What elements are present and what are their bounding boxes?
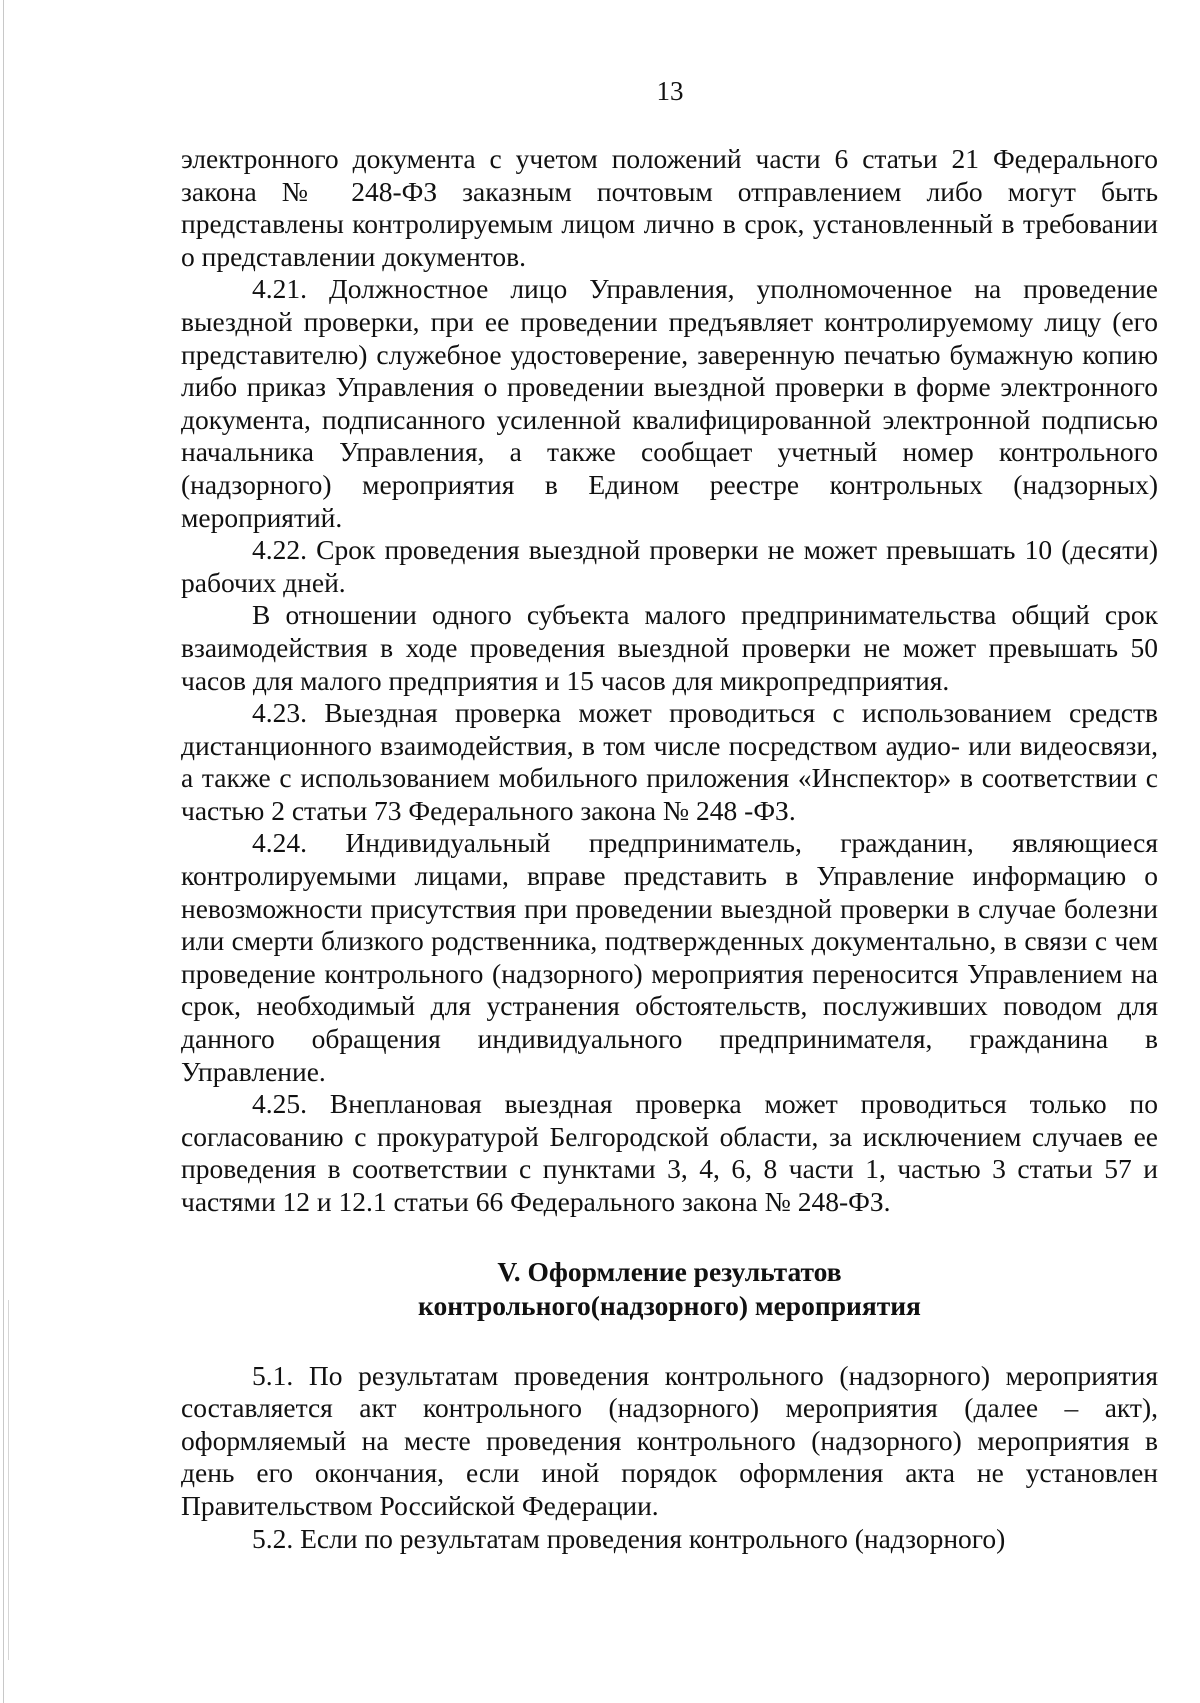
scan-edge-line: [3, 0, 4, 1703]
section-heading: [181, 1255, 1158, 1323]
paragraph-4-21: 4.21. Должностное лицо Управления, уполномоченное на проведение выездной проверки, при ее проведении предъявляет контролируемому лицу (его представителю) служебное удостоверение, заверенную печатью бумажную копию либо приказ Управления о проведении выездной проверки в форме электронного документа, подписанного усиленной квалифицированной электронной подписью начальника Управления, а также сообщает учетный номер контрольного (надзорного) мероприятия в Едином реестре контрольных (надзорных) мероприятий.: [181, 273, 1158, 533]
section-heading-line-1: V. Оформление результатов: [497, 1255, 842, 1287]
paragraph-4-24: 4.24. Индивидуальный предприниматель, гражданин, являющиеся контролируемыми лицами, вправе представить в Управление информацию о невозможности присутствия при проведении выездной проверки в случае болезни или смерти близкого родственника, подтвержденных документально, в связи с чем проведение контрольного (надзорного) мероприятия переносится Управлением на срок, необходимый для устранения обстоятельств, послуживших поводом для данного обращения индивидуального предпринимателя, гражданина в Управление.: [181, 827, 1158, 1087]
section-heading-line-2: контрольного(надзорного) мероприятия: [418, 1289, 921, 1321]
scan-edge-line-secondary: [8, 1300, 9, 1660]
paragraph-5-2: 5.2. Если по результатам проведения контрольного (надзорного): [252, 1522, 1006, 1554]
document-body: [181, 143, 1158, 1555]
paragraph-continuation: электронного документа с учетом положений части 6 статьи 21 Федерального закона № 248-ФЗ заказным почтовым отправлением либо могут быть представлены контролируемым лицом лично в срок, установленный в требовании о представлении документов.: [181, 143, 1158, 272]
paragraph-5-1: 5.1. По результатам проведения контрольного (надзорного) мероприятия составляется акт контрольного (надзорного) мероприятия (далее – акт), оформляемый на месте проведения контрольного (надзорного) мероприятия в день его окончания, если иной порядок оформления акта не установлен Правительством Российской Федерации.: [181, 1359, 1158, 1521]
paragraph-4-22: 4.22. Срок проведения выездной проверки не может превышать 10 (десяти) рабочих дней.: [181, 534, 1158, 598]
page-number: 13: [656, 76, 684, 106]
paragraph-4-25: 4.25. Внеплановая выездная проверка может проводиться только по согласованию с прокуратурой Белгородской области, за исключением случаев ее проведения в соответствии с пунктами 3, 4, 6, 8 части 1, частью 3 статьи 57 и частями 12 и 12.1 статьи 66 Федерального закона № 248-ФЗ.: [181, 1088, 1158, 1217]
paragraph-4-23: 4.23. Выездная проверка может проводиться с использованием средств дистанционного взаимодействия, в том числе посредством аудио- или видеосвязи, а также с использованием мобильного приложения «Инспектор» в соответствии с частью 2 статьи 73 Федерального закона № 248 -ФЗ.: [181, 697, 1158, 826]
paragraph-small-business-term: В отношении одного субъекта малого предпринимательства общий срок взаимодействия в ходе проведения выездной проверки не может превышать 50 часов для малого предприятия и 15 часов для микропредприятия.: [181, 599, 1158, 696]
